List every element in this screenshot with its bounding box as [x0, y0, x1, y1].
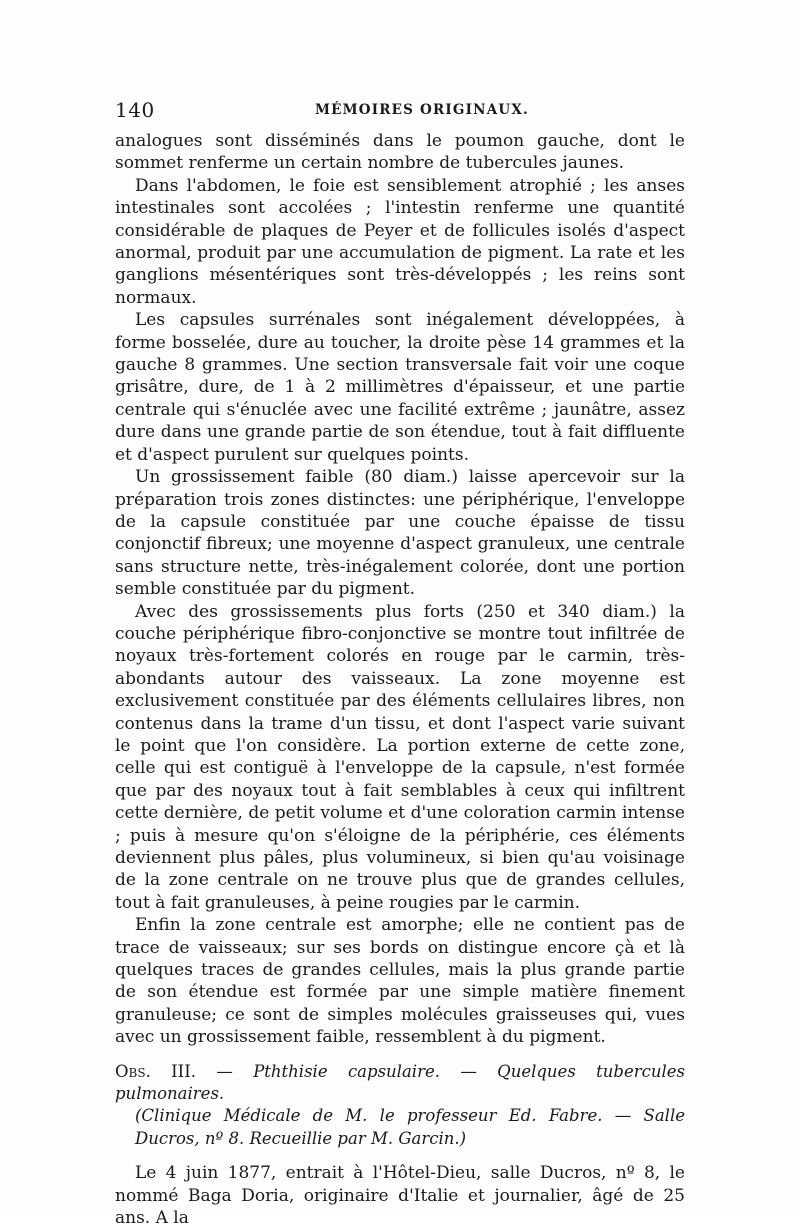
observation-label: Obs. III. [115, 1061, 196, 1081]
paragraph-case-start: Le 4 juin 1877, entrait à l'Hôtel-Dieu, salle Ducros, nº 8, le nommé Baga Doria, originaire d'Italie et journalier, âgé de 25 ans. A la [115, 1163, 685, 1229]
paragraph-high-magnification: Avec des grossissements plus forts (250 et 340 diam.) la couche périphérique fibro-conjonctive se montre tout infiltrée de noyaux très-fortement colorés en rouge par le carmin, très-abondants autour des vaisseaux. La zone moyenne est exclusivement constituée par des éléments cellulaires libres, non contenus dans la trame d'un tissu, et dont l'aspect varie suivant le point que l'on considère. La portion externe de cette zone, celle qui est contiguë à l'enveloppe de la capsule, n'est formée que par des noyaux tout à fait semblables à ceux qui infiltrent cette dernière, de petit volume et d'une coloration carmin intense ; puis à mesure qu'on s'éloigne de la périphérie, ces éléments deviennent plus pâles, plus volumineux, si bien qu'au voisinage de la zone centrale on ne trouve plus que de grandes cellules, tout à fait granuleuses, à peine rougies par le carmin. [115, 601, 685, 913]
paragraph-capsules: Les capsules surrénales sont inégalement développées, à forme bosselée, dure au toucher, la droite pèse 14 grammes et la gauche 8 grammes. Une section transversale fait voir une coque grisâtre, dure, de 1 à 2 millimètres d'épaisseur, et une partie centrale qui s'énuclée avec une facilité extrême ; jaunâtre, assez dure dans une grande partie de son étendue, tout à fait diffluente et d'aspect purulent sur quelques points. [115, 310, 685, 465]
observation-dash: — [216, 1061, 233, 1081]
running-title: MÉMOIRES ORIGINAUX. [315, 102, 529, 118]
observation-heading [115, 1061, 685, 1151]
page-header [115, 98, 685, 124]
paragraph-low-magnification: Un grossissement faible (80 diam.) laisse apercevoir sur la préparation trois zones distinctes: une périphérique, l'enveloppe de la capsule constituée par une couche épaisse de tissu conjonctif fibreux; une moyenne d'aspect granuleux, une centrale sans structure nette, très-inégalement colorée, dont une portion semble constituée par du pigment. [115, 467, 685, 600]
paragraph-central-zone: Enfin la zone centrale est amorphe; elle ne contient pas de trace de vaisseaux; sur ses bords on distingue encore çà et là quelques traces de grandes cellules, mais la plus grande partie de son étendue est formée par une simple matière finement granuleuse; ce sont de simples molécules graisseuses qui, vues avec un grossissement faible, ressemblent à du pigment. [115, 915, 685, 1048]
paragraph-continuation: analogues sont disséminés dans le poumon gauche, dont le sommet renferme un certain nombre de tubercules jaunes. [115, 131, 685, 174]
observation-title: Pththisie capsulaire. — Quelques tubercules pulmonaires. [115, 1061, 685, 1104]
body-text [115, 130, 685, 1230]
paragraph-abdomen: Dans l'abdomen, le foie est sensiblement atrophié ; les anses intestinales sont accolées ; l'intestin renferme une quantité considérable de plaques de Peyer et de follicules isolés d'aspect anormal, produit par une accumulation de pigment. La rate et les ganglions mésentériques sont très-développés ; les reins sont normaux. [115, 175, 685, 308]
page-number: 140 [115, 98, 155, 122]
observation-source: (Clinique Médicale de M. le professeur Ed. Fabre. — Salle Ducros, nº 8. Recueillie par M. Garcin.) [135, 1106, 685, 1148]
